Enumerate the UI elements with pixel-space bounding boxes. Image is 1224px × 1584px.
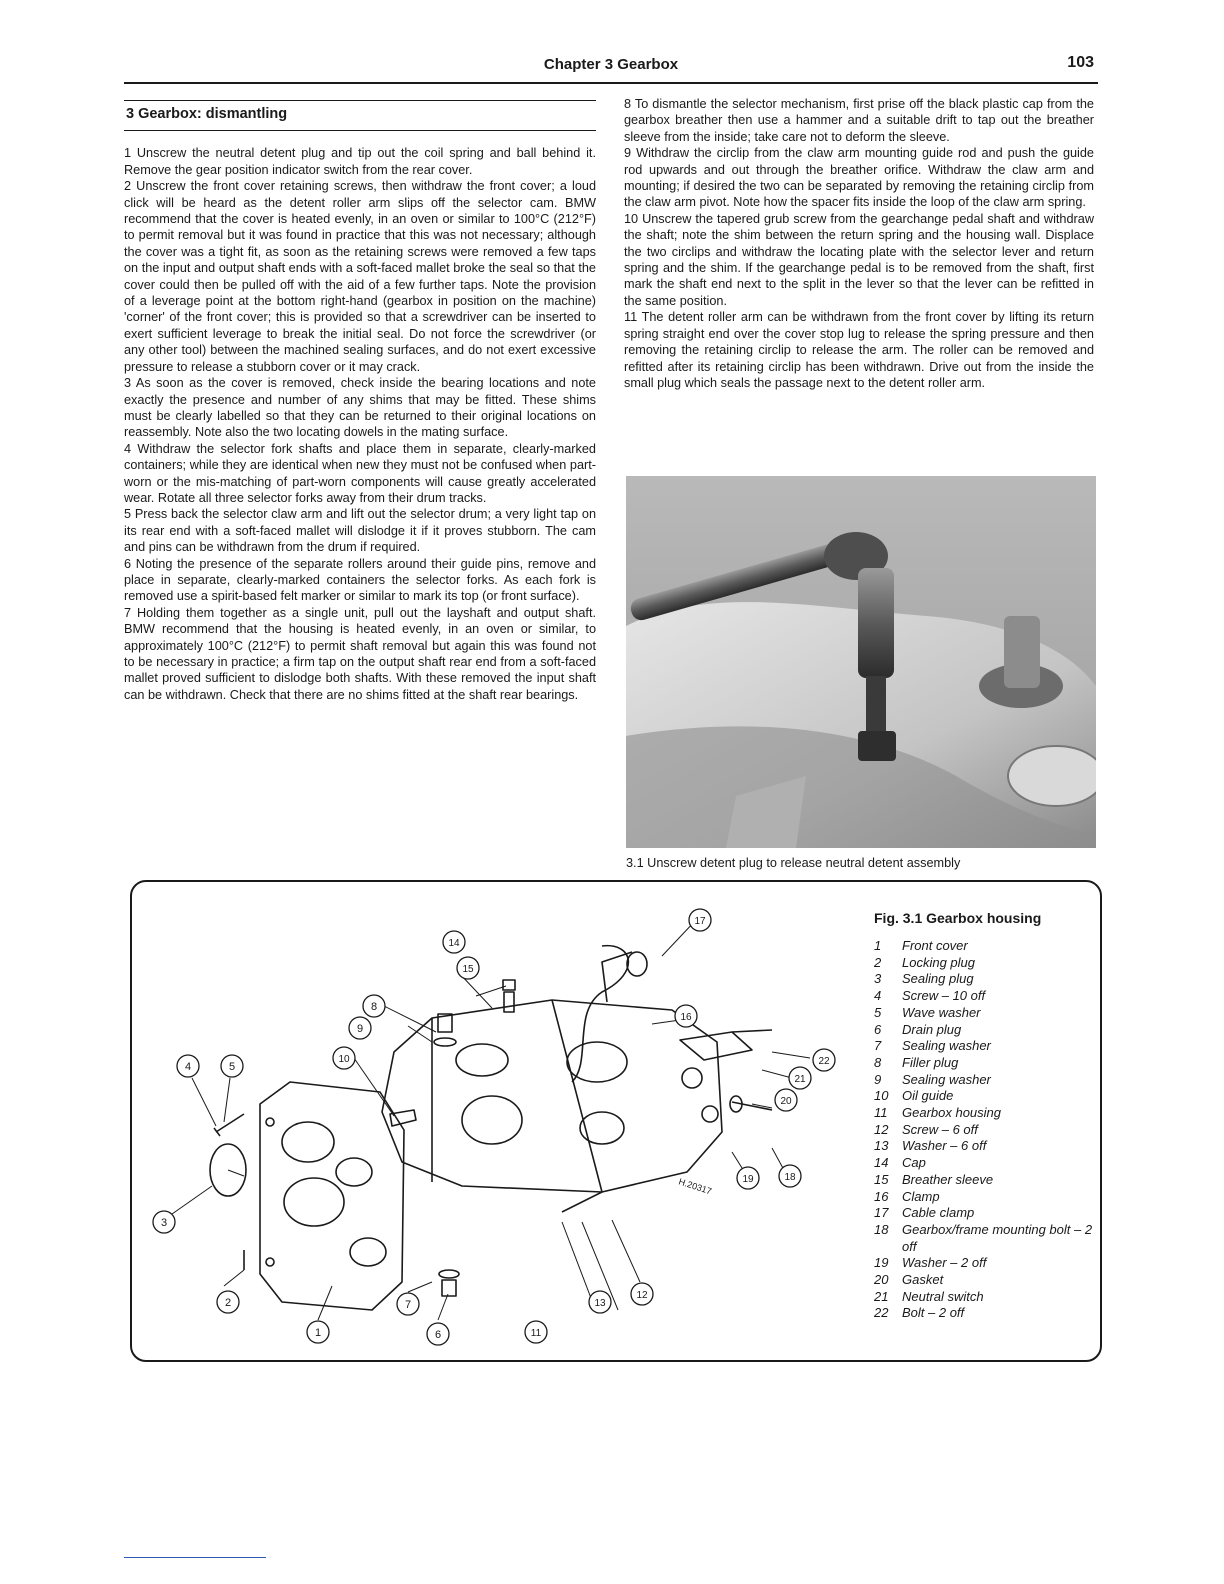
legend-item: [874, 1272, 1094, 1289]
legend-item: [874, 1205, 1094, 1222]
legend-number: 17: [874, 1205, 889, 1221]
callout-3: [153, 1211, 175, 1233]
legend-item: [874, 1172, 1094, 1189]
legend-number: 18: [874, 1221, 889, 1237]
paragraph-3: 3 As soon as the cover is removed, check inside the bearing locations and note exactly the presence and number of any shims that may be fitted. These shims must be clearly labelled so that they can be returned to their original locations on reassembly. Note also the two locating dowels in the mating surface.: [124, 376, 596, 440]
page-number: 103: [1067, 54, 1094, 71]
legend-number: 11: [874, 1105, 888, 1121]
legend-label: Sealing washer: [902, 1038, 991, 1054]
legend-item: [874, 971, 1094, 988]
right-column: [624, 96, 1094, 391]
callout-17: [689, 909, 711, 931]
legend-item: [874, 1038, 1094, 1055]
legend-number: 4: [874, 988, 882, 1004]
drawing-code: H.20317: [677, 1176, 713, 1197]
legend-item: [874, 1022, 1094, 1039]
figure-legend: [874, 910, 1094, 1322]
svg-text:8: 8: [370, 1001, 378, 1013]
svg-text:22: 22: [818, 1056, 830, 1067]
svg-text:13: 13: [594, 1298, 606, 1309]
figure-gearbox-housing: [130, 880, 1102, 1362]
photo-caption: 3.1 Unscrew detent plug to release neutral detent assembly: [626, 856, 961, 870]
svg-text:5: 5: [228, 1061, 236, 1073]
exploded-diagram: [132, 882, 862, 1360]
legend-label: Washer – 2 off: [902, 1255, 987, 1271]
legend-item: [874, 1255, 1094, 1272]
callout-2: [217, 1291, 239, 1313]
legend-number: 13: [874, 1138, 889, 1154]
legend-number: 14: [874, 1155, 889, 1171]
callout-15: [457, 957, 479, 979]
legend-label: Drain plug: [902, 1021, 962, 1037]
legend-number: 10: [874, 1088, 889, 1104]
page-header: [124, 54, 1098, 84]
legend-label: Gasket: [902, 1272, 944, 1288]
callout-13: [589, 1291, 611, 1313]
legend-label: Wave washer: [902, 1004, 981, 1020]
legend-label: Sealing plug: [902, 971, 974, 987]
legend-number: 2: [874, 954, 882, 970]
svg-text:1: 1: [314, 1327, 322, 1339]
svg-text:6: 6: [434, 1329, 442, 1341]
paragraph-2: 2 Unscrew the front cover retaining screws, then withdraw the front cover; a loud click will be heard as the detent roller arm slips off the selector cam. BMW recommend that the cover is heated evenly, in an oven or similar to 100°C (212°F) to permit removal but it was found in practice that this was not necessary; although the cover was a tight fit, as soon as the retaining screws were removed a few taps on the input and output shaft ends with a soft-faced mallet broke the seal so that the cover could then be pulled off with the aid of a few further taps. Note the provision of a leverage point at the bottom right-hand (gearbox in position on the machine) 'corner' of the front cover; this is provided so that a screwdriver can be inserted to exert sufficient leverage to break the initial seal. Do not force the screwdriver (or any other tool) between the machined sealing surfaces, and do not exert excessive pressure to release a stubborn cover or it may crack.: [124, 179, 596, 374]
legend-number: 3: [874, 971, 882, 987]
legend-label: Gearbox housing: [902, 1105, 1002, 1121]
legend-number: 22: [874, 1305, 889, 1321]
svg-text:20: 20: [780, 1096, 792, 1107]
callout-12: [631, 1283, 653, 1305]
callout-8: [363, 995, 385, 1017]
legend-number: 1: [874, 938, 882, 953]
svg-text:11: 11: [530, 1328, 542, 1339]
legend-item: [874, 1072, 1094, 1089]
legend-item: [874, 1305, 1094, 1322]
figure-title: Fig. 3.1 Gearbox housing: [874, 910, 1042, 926]
legend-item: [874, 1138, 1094, 1155]
legend-item: [874, 1222, 1094, 1255]
legend-number: 12: [874, 1121, 889, 1137]
legend-item: [874, 1289, 1094, 1306]
callout-5: [221, 1055, 243, 1077]
paragraph-6: 6 Noting the presence of the separate rollers around their guide pins, remove and place in separate, clearly-marked containers the selector forks. As each fork is removed use a spirit-based felt marker or similar to mark its top (or front surface).: [124, 556, 596, 604]
callout-6: [427, 1323, 449, 1345]
legend-label: Oil guide: [902, 1088, 954, 1104]
legend-label: Screw – 10 off: [902, 988, 986, 1004]
legend-item: [874, 1155, 1094, 1172]
legend-label: Washer – 6 off: [902, 1138, 987, 1154]
legend-number: 20: [874, 1272, 889, 1288]
callout-layer: [153, 909, 835, 1345]
legend-item: [874, 938, 1094, 955]
svg-text:21: 21: [794, 1074, 806, 1085]
legend-item: [874, 1105, 1094, 1122]
front-cover-part: [260, 1082, 404, 1310]
svg-text:9: 9: [356, 1023, 364, 1035]
svg-text:2: 2: [224, 1297, 232, 1309]
legend-label: Bolt – 2 off: [902, 1305, 965, 1321]
legend-number: 16: [874, 1188, 889, 1204]
callout-14: [443, 931, 465, 953]
legend-label: Breather sleeve: [902, 1171, 994, 1187]
callout-10: [333, 1047, 355, 1069]
paragraph-1: 1 Unscrew the neutral detent plug and tip out the coil spring and ball behind it. Remove the gear position indicator switch from the rear cover.: [124, 146, 596, 177]
legend-label: Gearbox/frame mounting bolt – 2 off: [902, 1221, 1093, 1254]
legend-item: [874, 1088, 1094, 1105]
paragraph-4: 4 Withdraw the selector fork shafts and place them in separate, clearly-marked containers; while they are identical when new they must not be confused when part-worn or the mis-matching of part-worn components will cause greatly accelerated wear. Rotate all three selector forks away from their drum tracks.: [124, 441, 596, 505]
legend-item: [874, 988, 1094, 1005]
svg-text:17: 17: [694, 916, 706, 927]
legend-number: 6: [874, 1021, 882, 1037]
legend-label: Cable clamp: [902, 1205, 975, 1221]
footer-rule: [124, 1557, 266, 1558]
callout-16: [675, 1005, 697, 1027]
paragraph-10: 10 Unscrew the tapered grub screw from the gearchange pedal shaft and withdraw the shaft; note the shim between the return spring and the housing wall. Displace the two circlips and withdraw the locating plate with the selector lever and return spring and the shim. If the gearchange pedal is to be removed from the shaft, first mark the shaft end next to the split in the lever so that the lever can be refitted in the same position.: [624, 211, 1094, 308]
legend-item: [874, 1122, 1094, 1139]
svg-text:14: 14: [448, 938, 460, 949]
callout-9: [349, 1017, 371, 1039]
paragraph-11: 11 The detent roller arm can be withdrawn from the front cover by lifting its return spring straight end over the cover stop lug to release the spring pressure and then removing the retaining circlip to release the arm. The roller can be removed and refitted after its retaining circlip has been withdrawn. Drive out from the inside the small plug which seals the passage next to the detent roller arm.: [624, 310, 1094, 390]
gearbox-housing-part: [382, 1000, 722, 1192]
callout-7: [397, 1293, 419, 1315]
legend-list: [874, 938, 1094, 1322]
callout-22: [813, 1049, 835, 1071]
legend-number: 19: [874, 1255, 889, 1271]
legend-number: 7: [874, 1038, 882, 1054]
svg-text:4: 4: [184, 1061, 192, 1073]
legend-label: Cap: [902, 1155, 926, 1171]
legend-label: Screw – 6 off: [902, 1121, 978, 1137]
callout-11: [525, 1321, 547, 1343]
paragraph-7: 7 Holding them together as a single unit, pull out the layshaft and output shaft. BMW recommend that the housing is heated evenly, in an oven or similar, to approximately 100°C (212°F) to permit shaft removal but again this was found not to be necessary in practice; a firm tap on the output shaft rear end from a soft-faced mallet proved sufficient to dislodge both shafts. With these removed the input shaft can be withdrawn. Check that there are no shims fitted at the shaft rear bearings.: [124, 605, 596, 702]
svg-text:7: 7: [404, 1299, 412, 1311]
legend-label: Front cover: [902, 938, 968, 953]
legend-number: 5: [874, 1004, 882, 1020]
legend-number: 9: [874, 1071, 882, 1087]
chapter-title: Chapter 3 Gearbox: [543, 56, 679, 73]
callout-21: [789, 1067, 811, 1089]
legend-label: Sealing washer: [902, 1071, 991, 1087]
left-column: [124, 100, 596, 703]
legend-label: Locking plug: [902, 954, 975, 970]
section-title: 3 Gearbox: dismantling: [124, 100, 596, 131]
legend-number: 8: [874, 1054, 882, 1070]
legend-item: [874, 1189, 1094, 1206]
legend-item: [874, 1005, 1094, 1022]
photo-detent-plug: [626, 476, 1096, 848]
svg-text:16: 16: [680, 1012, 692, 1023]
paragraph-5: 5 Press back the selector claw arm and lift out the selector drum; a very light tap on its rear end with a soft-faced mallet will dislodge it if it proves stubborn. The cam and pins can be withdrawn from the drum if required.: [124, 507, 596, 555]
callout-19: [737, 1167, 759, 1189]
callout-20: [775, 1089, 797, 1111]
legend-number: 15: [874, 1171, 889, 1187]
legend-item: [874, 1055, 1094, 1072]
legend-item: [874, 955, 1094, 972]
svg-text:10: 10: [338, 1054, 350, 1065]
svg-text:18: 18: [784, 1172, 796, 1183]
legend-label: Filler plug: [902, 1054, 959, 1070]
svg-text:3: 3: [160, 1217, 168, 1229]
legend-label: Clamp: [902, 1188, 940, 1204]
paragraph-8: 8 To dismantle the selector mechanism, first prise off the black plastic cap from the gearbox breather then use a hammer and a suitable drift to tap out the breather sleeve from the inside; take care not to deform the sleeve.: [624, 97, 1094, 144]
legend-number: 21: [874, 1288, 889, 1304]
callout-18: [779, 1165, 801, 1187]
callout-1: [307, 1321, 329, 1343]
svg-text:12: 12: [636, 1290, 648, 1301]
svg-text:15: 15: [462, 964, 474, 975]
svg-text:19: 19: [742, 1174, 754, 1185]
callout-4: [177, 1055, 199, 1077]
legend-label: Neutral switch: [902, 1288, 984, 1304]
paragraph-9: 9 Withdraw the circlip from the claw arm mounting guide rod and push the guide rod upwards and out through the breather orifice. Withdraw the claw arm and mounting; if desired the two can be separated by removing the retaining circlip from the claw arm pivot. Note how the spacer fits inside the loop of the claw arm spring.: [624, 146, 1094, 210]
